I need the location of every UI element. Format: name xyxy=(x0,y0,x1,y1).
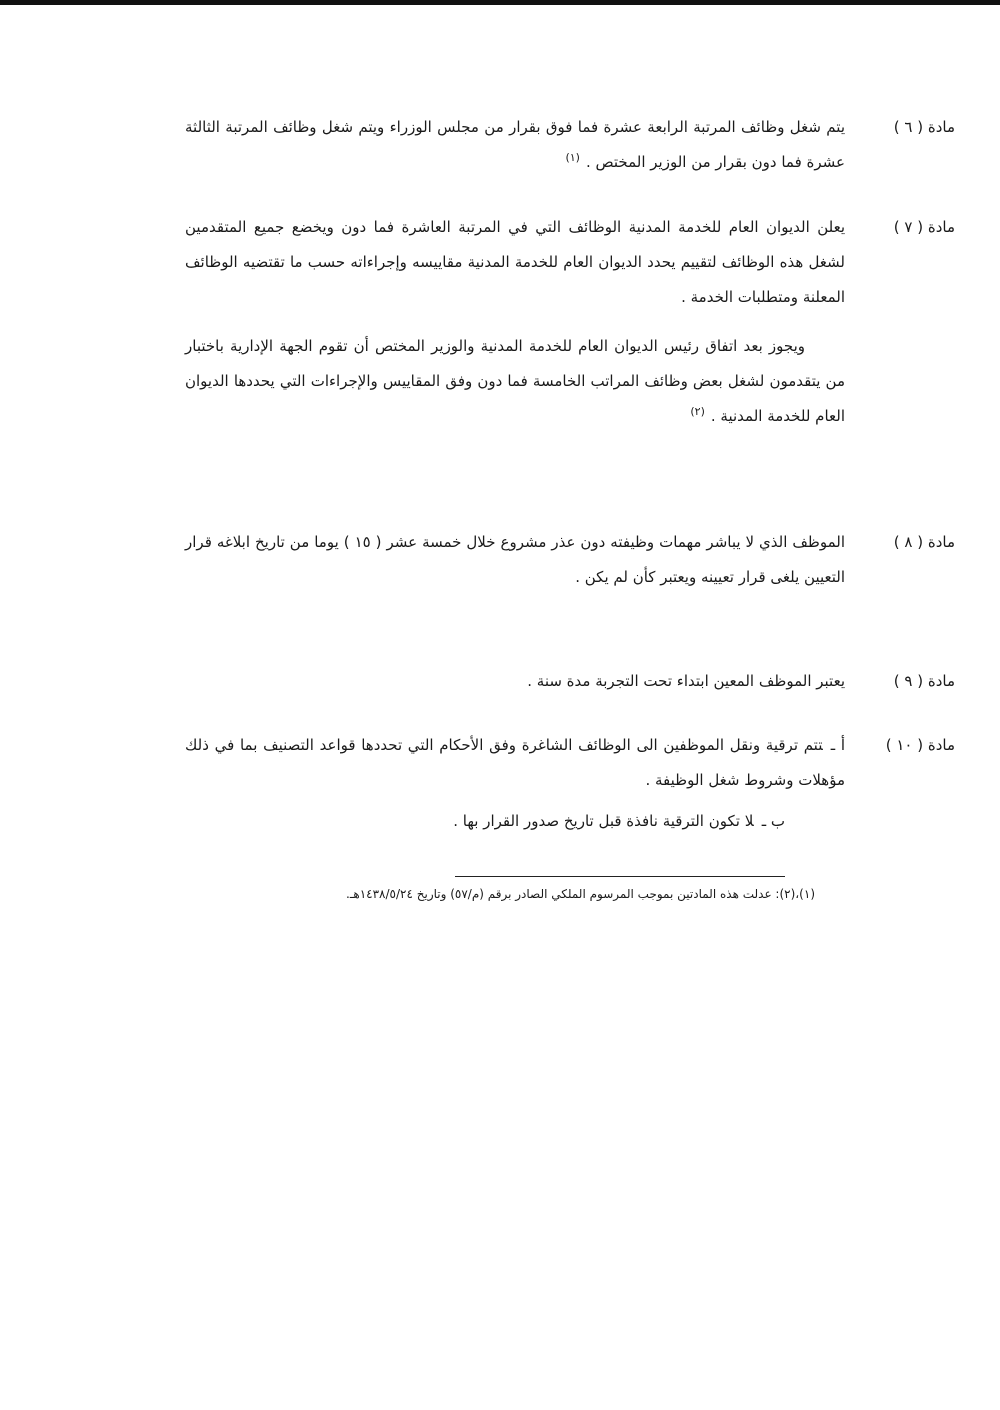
article-paragraph xyxy=(185,110,845,180)
sub-item-a xyxy=(185,728,845,798)
paragraph-text: يعلن الديوان العام للخدمة المدنية الوظائف التي في المرتبة العاشرة فما دون ويخضع جميع المتقدمين لشغل هذه الوظائف لتقييم يحدد الديوان العام للخدمة المدنية مقاييسه وإجراءاته حسب ما تقتضيه الوظائف المعلنة ومتطلبات الخدمة . xyxy=(185,218,845,306)
article-body xyxy=(185,525,845,595)
sub-item-b xyxy=(185,804,785,839)
article-label: مادة ( ٦ ) xyxy=(893,118,955,136)
article-label: مادة ( ١٠ ) xyxy=(885,736,955,754)
sub-item-text: لا تكون الترقية نافذة قبل تاريخ صدور القرار بها . xyxy=(453,812,754,830)
paragraph-text: الموظف الذي لا يباشر مهمات وظيفته دون عذر مشروع خلال خمسة عشر ( ١٥ ) يوما من تاريخ ابلاغه قرار التعيين يلغى قرار تعيينه ويعتبر كأن لم يكن . xyxy=(185,533,845,586)
article-9 xyxy=(185,664,955,699)
sub-item-marker: أ ـ xyxy=(830,736,845,754)
sub-item-marker: ب ـ xyxy=(761,812,785,830)
article-label: مادة ( ٨ ) xyxy=(893,533,955,551)
article-paragraph xyxy=(185,210,845,315)
footnote-reference: (٢) xyxy=(690,405,705,418)
article-paragraph xyxy=(185,525,845,595)
article-paragraph xyxy=(185,664,845,699)
footnote: (١)،(٢): عدلت هذه المادتين بموجب المرسوم الملكي الصادر برقم (م/٥٧) وتاريخ ١٤٣٨/٥/٢٤هـ. xyxy=(346,887,815,901)
article-body xyxy=(185,664,845,699)
sub-item-text: تتم ترقية ونقل الموظفين الى الوظائف الشاغرة وفق الأحكام التي تحددها قواعد التصنيف بما في ذلك مؤهلات وشروط شغل الوظيفة . xyxy=(185,736,845,789)
article-6 xyxy=(185,110,955,180)
paragraph-text: يعتبر الموظف المعين ابتداء تحت التجربة مدة سنة . xyxy=(527,672,845,690)
article-body xyxy=(185,110,845,180)
article-body xyxy=(185,210,845,434)
paragraph-text: يتم شغل وظائف المرتبة الرابعة عشرة فما فوق بقرار من مجلس الوزراء ويتم شغل وظائف المرتبة الثالثة عشرة فما دون بقرار من الوزير المختص . xyxy=(185,118,845,171)
article-8 xyxy=(185,525,955,595)
article-body xyxy=(185,728,845,839)
article-paragraph xyxy=(185,329,845,434)
footnote-reference: (١) xyxy=(565,151,580,164)
article-10 xyxy=(185,728,955,839)
article-label: مادة ( ٩ ) xyxy=(893,672,955,690)
paragraph-text: ويجوز بعد اتفاق رئيس الديوان العام للخدمة المدنية والوزير المختص أن تقوم الجهة الإدارية باختبار من يتقدمون لشغل بعض وظائف المراتب الخامسة فما دون وفق المقاييس والإجراءات التي يحددها الديوان العام للخدمة المدنية . xyxy=(185,337,845,425)
footnote-separator xyxy=(455,876,785,877)
article-label: مادة ( ٧ ) xyxy=(893,218,955,236)
article-7 xyxy=(185,210,955,434)
